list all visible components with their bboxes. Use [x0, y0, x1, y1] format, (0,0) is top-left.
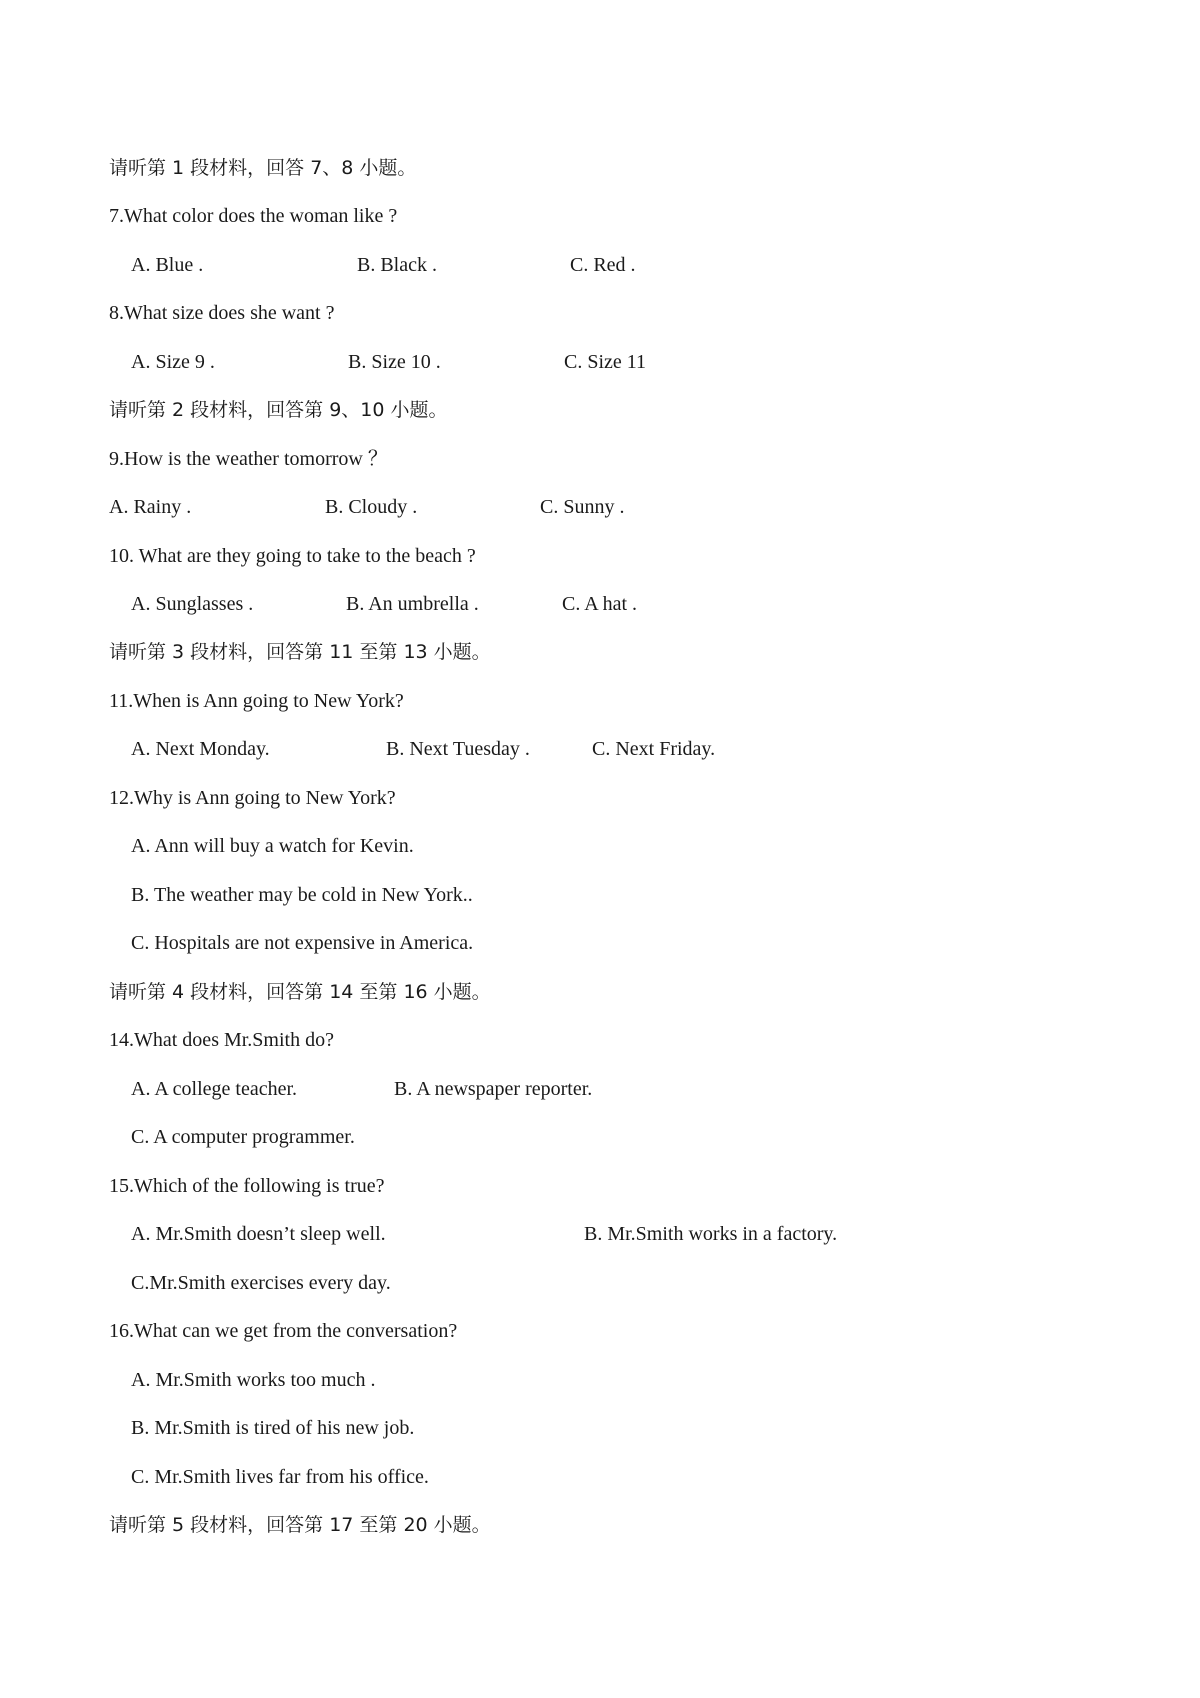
question-15-option-a: A. Mr.Smith doesn’t sleep well. — [131, 1223, 386, 1245]
question-8-option-c: C. Size 11 — [564, 351, 647, 373]
question-9-option-a: A. Rainy . — [109, 496, 192, 518]
question-9-option-c: C. Sunny . — [540, 496, 625, 518]
section-heading-4: 请听第 4 段材料，回答第 14 至第 16 小题。 — [109, 981, 491, 1003]
question-11-option-a: A. Next Monday. — [131, 738, 270, 760]
question-14: 14.What does Mr.Smith do? — [109, 1029, 334, 1051]
question-16-option-c: C. Mr.Smith lives far from his office. — [131, 1466, 429, 1488]
question-12-option-b: B. The weather may be cold in New York.. — [131, 884, 473, 906]
question-16-option-b: B. Mr.Smith is tired of his new job. — [131, 1417, 415, 1439]
question-9-option-b: B. Cloudy . — [325, 496, 418, 518]
question-11-option-c: C. Next Friday. — [592, 738, 716, 760]
question-8-option-a: A. Size 9 . — [131, 351, 215, 373]
question-10: 10. What are they going to take to the beach ? — [109, 545, 476, 567]
question-11: 11.When is Ann going to New York? — [109, 690, 404, 712]
question-7: 7.What color does the woman like ? — [109, 205, 398, 227]
question-15-option-c: C.Mr.Smith exercises every day. — [131, 1272, 391, 1294]
question-10-option-a: A. Sunglasses . — [131, 593, 254, 615]
question-15-option-b: B. Mr.Smith works in a factory. — [584, 1223, 838, 1245]
question-7-option-b: B. Black . — [357, 254, 437, 276]
question-10-option-c: C. A hat . — [562, 593, 638, 615]
question-14-option-c: C. A computer programmer. — [131, 1126, 355, 1148]
question-12-option-a: A. Ann will buy a watch for Kevin. — [131, 835, 414, 857]
question-7-option-c: C. Red . — [570, 254, 636, 276]
question-9: 9.How is the weather tomorrow ？ — [109, 448, 388, 470]
question-15: 15.Which of the following is true? — [109, 1175, 385, 1197]
section-heading-2: 请听第 2 段材料，回答第 9、10 小题。 — [109, 399, 448, 421]
question-16: 16.What can we get from the conversation? — [109, 1320, 458, 1342]
question-8-option-b: B. Size 10 . — [348, 351, 441, 373]
section-heading-5: 请听第 5 段材料，回答第 17 至第 20 小题。 — [109, 1514, 491, 1536]
question-10-option-b: B. An umbrella . — [346, 593, 479, 615]
question-11-option-b: B. Next Tuesday . — [386, 738, 530, 760]
question-8: 8.What size does she want ? — [109, 302, 335, 324]
section-heading-3: 请听第 3 段材料，回答第 11 至第 13 小题。 — [109, 641, 491, 663]
question-7-option-a: A. Blue . — [131, 254, 204, 276]
question-14-option-a: A. A college teacher. — [131, 1078, 298, 1100]
question-12: 12.Why is Ann going to New York? — [109, 787, 396, 809]
section-heading-1: 请听第 1 段材料，回答 7、8 小题。 — [109, 157, 417, 179]
question-16-option-a: A. Mr.Smith works too much . — [131, 1369, 376, 1391]
question-12-option-c: C. Hospitals are not expensive in America. — [131, 932, 474, 954]
question-14-option-b: B. A newspaper reporter. — [394, 1078, 593, 1100]
